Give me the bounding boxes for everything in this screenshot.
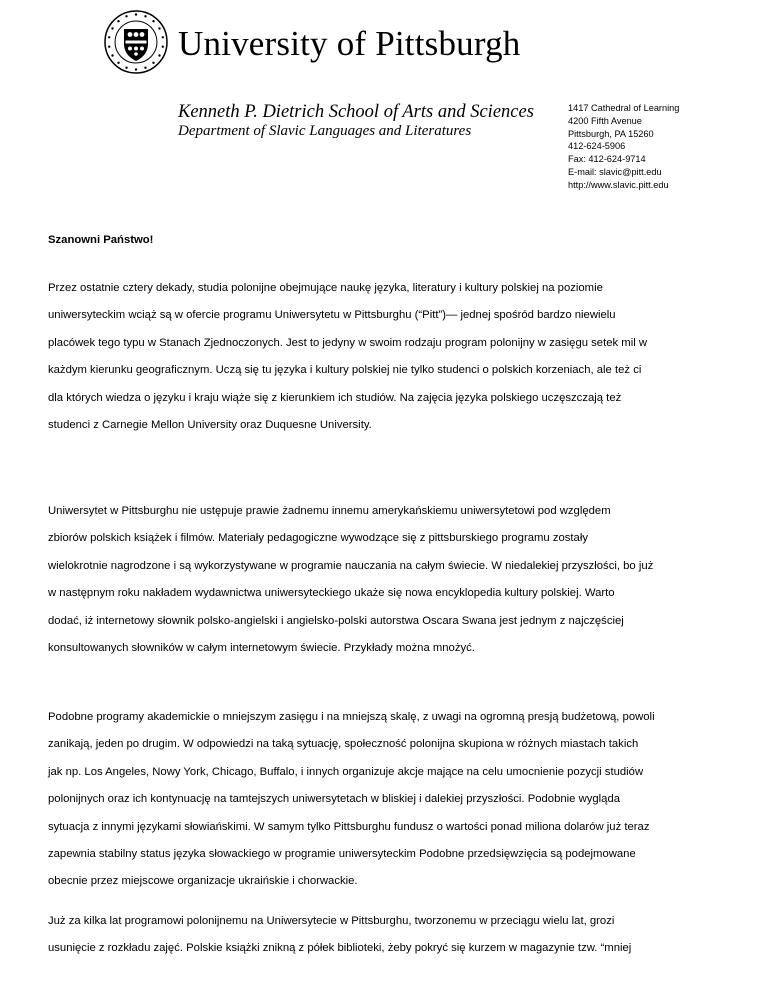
university-seal-icon <box>104 10 168 74</box>
paragraph-line: zapewnia stabilny status języka słowackiego w programie uniwersyteckim Podobne przedsięwzięcia są podejmowane <box>48 847 636 860</box>
paragraph-line: wielokrotnie nagrodzone i są wykorzystywane w programie nauczania na całym świecie. W niedalekiej przyszłości, bo już <box>48 559 654 572</box>
paragraph-library-collections <box>48 503 720 667</box>
address-street: 1417 Cathedral of Learning <box>568 103 680 113</box>
paragraph-line: Przez ostatnie cztery dekady, studia polonijne obejmujące naukę języka, literatury i kultury polskiej na poziomie <box>48 282 603 294</box>
paragraph-line: zbiorów polskich książek i filmów. Materiały pedagogiczne wywodzące się z pittsburskiego programu zostały <box>48 532 588 545</box>
paragraph-other-programs <box>48 709 720 901</box>
paragraph-line: jak np. Los Angeles, Nowy York, Chicago, Buffalo, i innych organizuje akcje mające na celu umocnienie pozycji studiów <box>48 765 644 778</box>
paragraph-line: zanikają, jeden po drugim. W odpowiedzi na taką sytuację, społeczność polonijna skupiona w różnych miastach takich <box>48 738 639 751</box>
paragraph-line: konsultowanych słowników w całym internetowym świecie. Przykłady można mnożyć. <box>48 641 475 654</box>
fax-number: Fax: 412-624-9714 <box>568 154 646 165</box>
paragraph-line: studenci z Carnegie Mellon University oraz Duquesne University. <box>48 418 372 431</box>
paragraph-line: placówek tego typu w Stanach Zjednoczonych. Jest to jedyny w swoim rodzaju program polonijny w zasięgu setek mil w <box>48 336 648 349</box>
paragraph-line: dla których wiedza o języku i kraju wiąże się z kierunkiem ich studiów. Na zajęcia języka polskiego uczęszczają też <box>48 391 622 404</box>
paragraph-line: usunięcie z rozkładu zajęć. Polskie książki znikną z półek biblioteki, żeby pokryć się kurzem w magazynie tzw. “mniej <box>48 942 632 955</box>
phone-number: 412-624-5906 <box>568 141 626 152</box>
paragraph-line: Podobne programy akademickie o mniejszym zasięgu i na mniejszą skalę, z uwagi na ogromną presją budżetową, powoli <box>48 711 655 723</box>
paragraph-line: Już za kilka lat programowi polonijnemu na Uniwersytecie w Pittsburghu, tworzonemu w przeciągu wielu lat, grozi <box>48 915 615 927</box>
paragraph-program-threat <box>48 913 720 968</box>
salutation: Szanowni Państwo! <box>48 234 154 246</box>
paragraph-line: sytuacja z innymi językami słowiańskimi. W samym tylko Pittsburghu fundusz o wartości ponad miliona dolarów już teraz <box>48 820 650 833</box>
paragraph-line: dodać, iż internetowy słownik polsko-angielski i angielsko-polski autorstwa Oscara Swana jest jednym z najczęściej <box>48 614 624 627</box>
department-name: Department of Slavic Languages and Literatures <box>178 123 472 139</box>
paragraph-program-history <box>48 280 720 444</box>
paragraph-line: Uniwersytet w Pittsburghu nie ustępuje prawie żadnemu innemu amerykańskiemu uniwersytetowi pod względem <box>48 505 611 517</box>
contact-address-block <box>568 102 679 192</box>
paragraph-line: uniwersyteckim wciąż są w ofercie programu Uniwersytetu w Pittsburghu (“Pitt”)— jednej spośród bardzo niewielu <box>48 309 616 322</box>
paragraph-line: w następnym roku nakładem wydawnictwa uniwersyteckiego ukaże się nowa encyklopedia kultury polskiej. Warto <box>48 587 615 600</box>
school-name: Kenneth P. Dietrich School of Arts and Sciences <box>178 102 534 122</box>
paragraph-line: obecnie przez miejscowe organizacje ukraińskie i chorwackie. <box>48 875 358 888</box>
address-city: Pittsburgh, PA 15260 <box>568 128 654 139</box>
paragraph-line: polonijnych oraz ich kontynuację na tamtejszych uniwersytetach w bliskiej i dalekiej przyszłości. Podobnie wygląda <box>48 793 621 806</box>
address-avenue: 4200 Fifth Avenue <box>568 115 642 126</box>
email-address: E-mail: slavic@pitt.edu <box>568 166 662 177</box>
paragraph-line: każdym kierunku geograficznym. Uczą się tu języka i kultury polskiej nie tylko studenci o polskich korzeniach, ale też ci <box>48 364 642 377</box>
website-url: http://www.slavic.pitt.edu <box>568 179 669 190</box>
university-name: University of Pittsburgh <box>178 24 521 63</box>
